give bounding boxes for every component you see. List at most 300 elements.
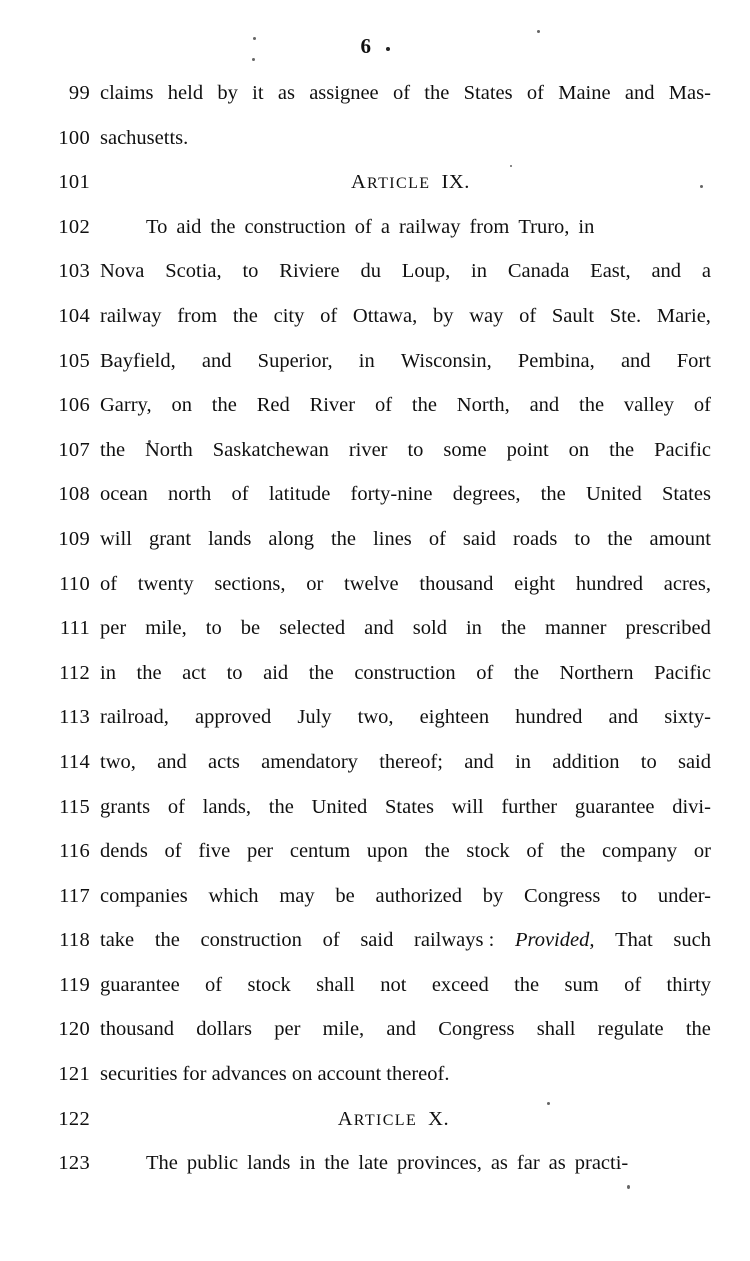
line-word: to: [407, 438, 424, 461]
line-word: the: [411, 394, 437, 417]
line-word: centum: [289, 840, 351, 863]
line-word: claims: [100, 82, 154, 104]
line-word: States: [463, 82, 513, 104]
line-word: Ottawa,: [352, 304, 418, 327]
line-word: and: [624, 82, 655, 104]
line-number: 103: [58, 260, 90, 283]
line-word: Wisconsin,: [400, 349, 492, 372]
line-word: the: [424, 840, 450, 863]
line-word: to: [640, 750, 657, 773]
scan-speck: [252, 58, 255, 61]
line-number: 119: [59, 973, 90, 996]
line-word: the: [324, 1152, 350, 1175]
line-text: [100, 970, 711, 1000]
line-word: Red: [256, 394, 290, 417]
article-heading-smallcaps: RTICLE: [353, 1111, 418, 1129]
line-text: [100, 256, 711, 286]
line-number: 102: [58, 215, 90, 238]
line-word: said: [677, 750, 711, 773]
line-word: North: [144, 438, 193, 461]
line-word: of: [231, 483, 249, 506]
line-text: [100, 792, 711, 822]
line-number: 107: [58, 438, 90, 461]
line-word: north: [168, 483, 212, 506]
line-word: the: [100, 438, 126, 461]
line-word: the: [210, 215, 236, 238]
line-word: in: [515, 750, 532, 773]
folio-dot-mark: [386, 47, 390, 51]
line-word: lands,: [202, 795, 252, 818]
line-word: of: [320, 304, 338, 327]
line-number: 106: [58, 394, 90, 417]
line-word: be: [335, 884, 355, 907]
line-word: companies: [100, 884, 188, 907]
line-word: United: [585, 483, 642, 506]
line-text: [100, 613, 711, 643]
numbered-line-row: [0, 1059, 750, 1104]
line-word: sixty-: [664, 706, 711, 729]
numbered-line-row: [0, 301, 750, 346]
line-number: 122: [58, 1107, 90, 1130]
line-word: and: [620, 349, 651, 372]
numbered-line-row: [0, 346, 750, 391]
line-word: aid: [176, 215, 202, 238]
line-word: guarantee: [100, 973, 180, 996]
line-word: eighteen: [419, 706, 490, 729]
line-word: from: [177, 304, 218, 327]
line-word: the: [424, 82, 450, 104]
line-word: grant: [148, 527, 192, 550]
line-word: Northern: [559, 661, 634, 684]
line-word: mile,: [145, 617, 187, 640]
line-number: 112: [59, 661, 90, 684]
line-number: 115: [59, 795, 90, 818]
article-heading: [100, 167, 711, 199]
line-word: eight: [514, 572, 556, 595]
line-word: to: [574, 527, 591, 550]
line-word: company: [601, 840, 678, 863]
line-word: prescribed: [625, 617, 711, 640]
line-word: amendatory: [261, 750, 358, 773]
numbered-line-row: [0, 792, 750, 837]
line-number: 117: [59, 884, 90, 907]
numbered-line-row: [0, 658, 750, 703]
line-word: of: [428, 527, 446, 550]
line-word: of: [374, 394, 393, 417]
line-word: per: [274, 1018, 301, 1041]
line-word: or: [693, 840, 711, 863]
line-word: authorized: [375, 884, 463, 907]
line-word: point: [506, 438, 549, 461]
numbered-line-row: [0, 569, 750, 614]
line-word: may: [279, 884, 315, 907]
line-text: [100, 747, 711, 777]
line-word: Garry,: [100, 394, 152, 417]
line-word: thousand: [419, 572, 494, 595]
line-word: in: [100, 661, 116, 684]
line-word: assignee: [309, 82, 379, 104]
line-word: latitude: [268, 483, 331, 506]
line-word: selected: [279, 617, 346, 640]
line-word: hundred: [575, 572, 644, 595]
numbered-line-row: [0, 881, 750, 926]
line-word: provinces,: [397, 1152, 482, 1175]
line-word: to: [621, 884, 638, 907]
line-number: 99: [68, 82, 90, 104]
line-word: approved: [194, 706, 272, 729]
line-text: [100, 301, 711, 331]
page-number-value: 6: [360, 34, 372, 58]
numbered-line-row: [0, 123, 750, 168]
line-word: the: [308, 661, 334, 684]
line-word: That: [615, 929, 653, 952]
line-word: the: [560, 840, 586, 863]
line-word: river: [348, 438, 388, 461]
line-word: The: [146, 1152, 178, 1175]
line-word: held: [167, 82, 204, 104]
line-word: which: [208, 884, 259, 907]
line-word: the: [609, 438, 635, 461]
line-word: River: [309, 394, 356, 417]
line-word: of: [476, 661, 494, 684]
line-word: dollars: [196, 1018, 253, 1041]
line-word: far: [516, 1152, 540, 1175]
line-word: railways :: [414, 929, 495, 952]
line-word: the: [232, 304, 258, 327]
line-word: and: [201, 349, 232, 372]
line-word: thousand: [100, 1018, 175, 1041]
line-number: 113: [59, 706, 90, 729]
line-word: hundred: [515, 706, 583, 729]
numbered-line-row: [0, 435, 750, 480]
line-word: stock: [247, 973, 291, 996]
line-word: by: [432, 304, 454, 327]
article-heading: [100, 1104, 711, 1136]
line-text: [100, 524, 711, 554]
line-word: shall: [536, 1018, 576, 1041]
line-word: will: [451, 795, 484, 818]
line-word: thirty: [666, 973, 711, 996]
article-heading-smallcaps: RTICLE: [367, 175, 431, 193]
line-text: [100, 836, 711, 866]
line-word: act: [182, 661, 207, 684]
line-word: in: [471, 260, 487, 283]
line-text: [100, 1148, 711, 1178]
numbered-line-row: [0, 212, 750, 257]
line-word: said: [360, 929, 394, 952]
numbered-line-row: [0, 78, 750, 123]
line-word: of: [167, 795, 185, 818]
line-number: 101: [58, 171, 90, 194]
line-word: of: [392, 82, 411, 104]
line-text: [100, 390, 711, 420]
line-word: Pembina,: [517, 349, 595, 372]
numbered-line-row: [0, 747, 750, 792]
line-word: of: [526, 82, 544, 104]
numbered-line-row: [0, 167, 750, 212]
line-word: aid: [263, 661, 289, 684]
numbered-line-row: [0, 702, 750, 747]
line-word: railroad,: [100, 706, 169, 729]
line-word: the: [607, 527, 633, 550]
line-word: or: [306, 572, 324, 595]
line-word: the: [500, 617, 526, 640]
line-word: roads: [512, 527, 558, 550]
line-text: [100, 702, 711, 732]
line-word: addition: [552, 750, 620, 773]
line-word: in: [578, 215, 595, 238]
line-word: the: [685, 1018, 711, 1041]
line-word: by: [217, 82, 238, 104]
line-word: of: [205, 973, 223, 996]
numbered-line-row: [0, 836, 750, 881]
line-word: Loup,: [401, 260, 451, 283]
line-word: Riviere: [279, 260, 340, 283]
line-word: of: [100, 572, 118, 595]
line-word: of: [519, 304, 537, 327]
line-word: to: [226, 661, 243, 684]
line-word: Mas-: [668, 82, 711, 104]
line-word: regulate: [597, 1018, 664, 1041]
line-number: 104: [58, 304, 90, 327]
line-word: the: [579, 394, 605, 417]
line-word: shall: [316, 973, 355, 996]
line-word: it: [252, 82, 264, 104]
article-heading-initial: A: [350, 171, 367, 194]
line-word: upon: [366, 840, 408, 863]
line-word: city: [273, 304, 305, 327]
line-word: Pacific: [654, 661, 711, 684]
line-word: valley: [623, 394, 674, 417]
line-word: take: [100, 929, 135, 952]
line-word: twenty: [137, 572, 194, 595]
line-word: amount: [649, 527, 711, 550]
line-word: practi-: [574, 1152, 629, 1175]
line-word: the: [154, 929, 180, 952]
article-heading-word: [338, 1108, 417, 1130]
line-text: [100, 435, 711, 465]
line-word: as: [277, 82, 295, 104]
line-word: under-: [657, 884, 711, 907]
line-word: be: [240, 617, 261, 640]
line-text: [100, 925, 711, 955]
line-word: States: [385, 795, 434, 818]
line-word: on: [171, 394, 192, 417]
article-heading-numeral: IX.: [441, 171, 470, 194]
page-number: [0, 34, 750, 59]
line-word: along: [268, 527, 314, 550]
line-text: securities for advances on account thereof.: [100, 1063, 450, 1086]
line-word: acts: [208, 750, 240, 773]
scan-speck: [253, 37, 256, 40]
line-word: exceed: [431, 973, 489, 996]
line-word: Superior,: [257, 349, 333, 372]
numbered-line-row: [0, 1014, 750, 1059]
line-word: per: [100, 617, 127, 640]
article-heading-initial: A: [337, 1107, 354, 1130]
line-word: as: [548, 1152, 566, 1175]
line-word: stock: [466, 840, 510, 863]
line-word: in: [299, 1152, 316, 1175]
line-word: the: [513, 661, 539, 684]
line-word: Bayfield,: [100, 349, 176, 372]
line-text: [100, 479, 711, 509]
paragraph-indent: [100, 1148, 146, 1178]
line-number: 105: [58, 349, 90, 372]
line-number: 109: [58, 527, 90, 550]
line-word: on: [568, 438, 590, 461]
numbered-line-body: [0, 78, 750, 1193]
line-word: and: [529, 394, 560, 417]
line-word: United: [311, 795, 368, 818]
line-word: thereof;: [379, 750, 443, 773]
line-word: Sault: [551, 304, 595, 327]
numbered-line-row: [0, 1104, 750, 1149]
line-word: and: [608, 706, 639, 729]
line-word: two,: [100, 750, 136, 773]
line-text: [100, 658, 711, 688]
line-text: sachusetts.: [100, 126, 189, 149]
line-number: 110: [59, 572, 90, 595]
line-word: and: [386, 1018, 416, 1041]
line-word: of: [526, 840, 544, 863]
line-word: two,: [357, 706, 394, 729]
line-word: will: [100, 527, 132, 550]
line-word: some: [443, 438, 487, 461]
line-word: Truro,: [518, 215, 570, 238]
line-word: of: [322, 929, 340, 952]
line-word: East,: [590, 260, 631, 283]
line-word: Saskatchewan: [212, 438, 329, 461]
line-word: construction: [354, 661, 456, 684]
line-word: railway: [398, 215, 461, 238]
line-word: North,: [456, 394, 510, 417]
line-text: [100, 212, 711, 242]
line-word: from: [469, 215, 510, 238]
line-word: grants: [100, 795, 151, 818]
line-word: of: [624, 973, 642, 996]
line-word: manner: [545, 617, 607, 640]
numbered-line-row: [0, 1148, 750, 1193]
line-word: and: [464, 750, 494, 773]
article-heading-word: [351, 171, 430, 193]
line-text: [100, 78, 711, 108]
line-word: dends: [100, 840, 148, 863]
line-word: in: [358, 349, 375, 372]
line-word: public: [186, 1152, 239, 1175]
line-word: mile,: [322, 1018, 365, 1041]
line-number: 123: [58, 1152, 90, 1175]
line-number: 114: [59, 750, 90, 773]
line-text: [100, 569, 711, 599]
line-word: forty-nine: [350, 483, 433, 506]
line-text: [100, 346, 711, 376]
line-word: of: [693, 394, 711, 417]
line-word: Nova: [100, 260, 145, 283]
line-word: July: [297, 706, 332, 729]
line-word: divi-: [672, 795, 711, 818]
line-number: 120: [58, 1018, 90, 1041]
paragraph-indent: [100, 212, 146, 242]
line-word: the: [540, 483, 566, 506]
line-word: further: [501, 795, 558, 818]
line-word: Marie,: [656, 304, 711, 327]
line-word: by: [482, 884, 504, 907]
line-number: 111: [59, 617, 90, 640]
line-word: such: [673, 929, 711, 952]
line-word: Pacific: [654, 438, 711, 461]
line-word: lands: [247, 1152, 291, 1175]
line-word: the: [211, 394, 237, 417]
line-number: 108: [58, 483, 90, 506]
line-word: sections,: [214, 572, 286, 595]
line-word: the: [268, 795, 294, 818]
line-word: construction: [244, 215, 346, 238]
line-word: lines: [373, 527, 412, 550]
numbered-line-row: [0, 256, 750, 301]
line-word: acres,: [663, 572, 711, 595]
line-word: the: [514, 973, 540, 996]
line-word: States: [661, 483, 711, 506]
line-word: per: [246, 840, 274, 863]
line-word: to: [205, 617, 222, 640]
line-word: a: [701, 260, 711, 283]
line-word: Maine: [558, 82, 611, 104]
line-text: [100, 1014, 711, 1044]
line-word: as: [490, 1152, 508, 1175]
line-text: [100, 881, 711, 911]
line-word: du: [360, 260, 381, 283]
numbered-line-row: [0, 970, 750, 1015]
line-word: the: [136, 661, 162, 684]
line-word: of: [354, 215, 372, 238]
numbered-line-row: [0, 390, 750, 435]
line-number: 118: [59, 929, 90, 952]
line-number: 100: [58, 126, 90, 149]
line-word: degrees,: [452, 483, 521, 506]
numbered-line-row: [0, 479, 750, 524]
numbered-line-row: [0, 925, 750, 970]
line-word: Scotia,: [165, 260, 222, 283]
scan-speck: [537, 30, 540, 33]
line-word: in: [465, 617, 482, 640]
line-word: and: [157, 750, 187, 773]
line-word: Congress: [438, 1018, 515, 1041]
line-word: Ste.: [609, 304, 642, 327]
line-word: late: [358, 1152, 388, 1175]
line-word: five: [198, 840, 231, 863]
line-word: twelve: [344, 572, 399, 595]
line-number: 121: [58, 1063, 90, 1086]
line-word: construction: [200, 929, 302, 952]
line-word: Canada: [507, 260, 570, 283]
line-word: Fort: [676, 349, 711, 372]
line-word: sum: [564, 973, 599, 996]
article-heading-numeral: X.: [428, 1107, 450, 1130]
line-number: 116: [59, 840, 90, 863]
line-word: said: [462, 527, 496, 550]
line-word: lands: [208, 527, 252, 550]
line-word: a: [380, 215, 390, 238]
line-word: railway: [100, 304, 162, 327]
line-word: Congress: [524, 884, 601, 907]
line-word: guarantee: [574, 795, 655, 818]
line-word-italic: Provided,: [514, 929, 595, 952]
line-word: to: [242, 260, 259, 283]
line-word: way: [469, 304, 504, 327]
numbered-line-row: [0, 613, 750, 658]
line-word: and: [651, 260, 682, 283]
